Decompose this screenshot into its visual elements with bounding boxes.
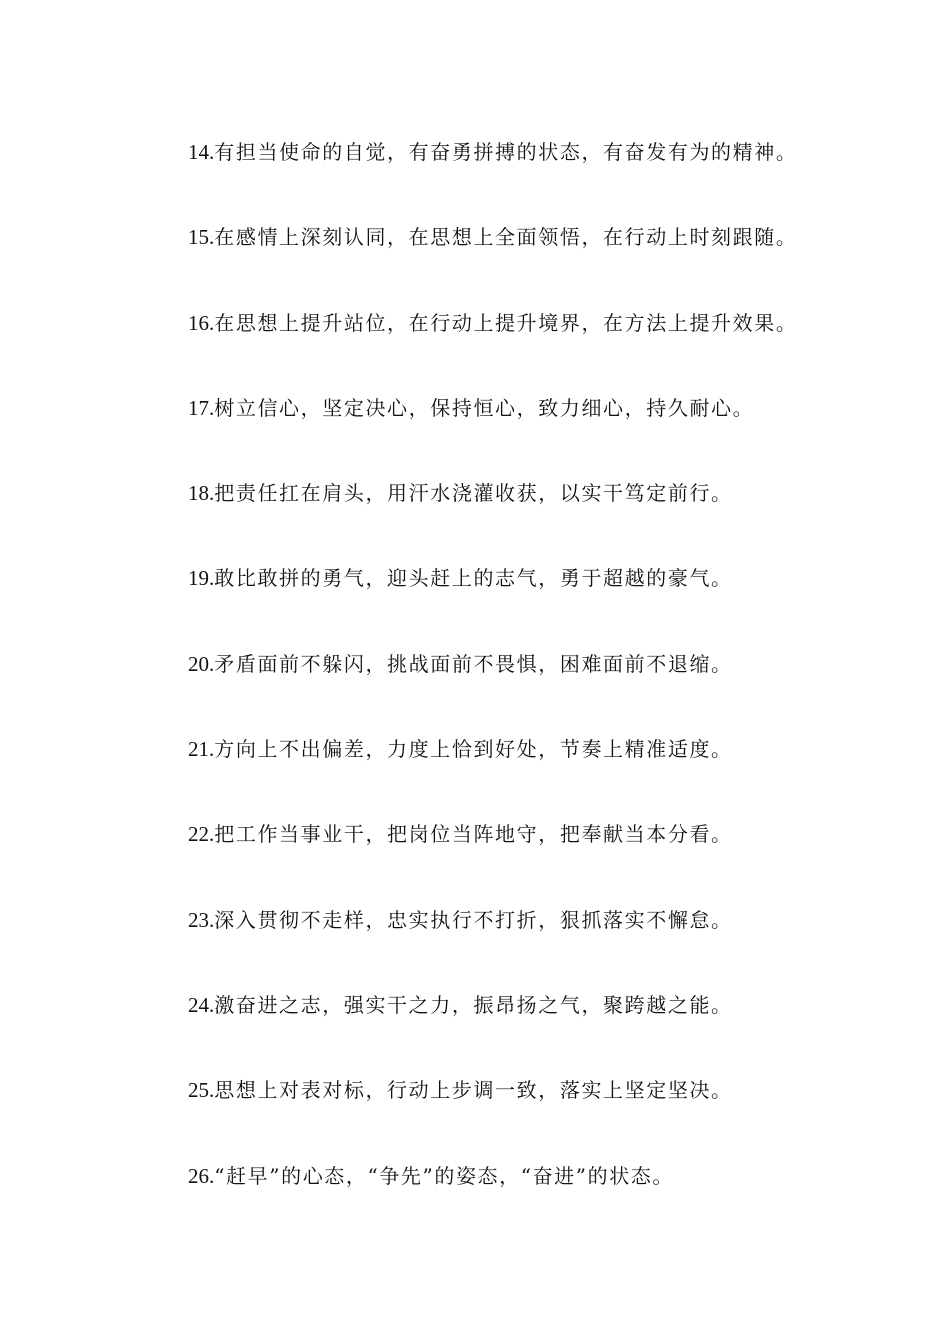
item-text: 思想上对表对标，行动上步调一致，落实上坚定坚决。 <box>214 1078 733 1103</box>
list-item <box>188 648 928 733</box>
item-text: 把工作当事业干，把岗位当阵地守，把奉献当本分看。 <box>214 822 733 847</box>
item-text: 在思想上提升站位，在行动上提升境界，在方法上提升效果。 <box>214 310 798 335</box>
item-number: 19. <box>188 566 215 591</box>
item-number: 20. <box>188 651 215 676</box>
item-text: 激奋进之志，强实干之力，振昂扬之气，聚跨越之能。 <box>214 992 733 1017</box>
list-item <box>188 1160 928 1245</box>
item-text: 有担当使命的自觉，有奋勇拼搏的状态，有奋发有为的精神。 <box>214 140 798 164</box>
item-text: 树立信心，坚定决心，保持恒心，致力细心，持久耐心。 <box>214 395 755 420</box>
numbered-list <box>188 136 928 1245</box>
item-number: 14. <box>188 140 215 164</box>
item-number: 25. <box>188 1078 215 1103</box>
list-item <box>188 989 928 1074</box>
list-item <box>188 307 928 392</box>
item-number: 16. <box>188 310 215 335</box>
item-text: 深入贯彻不走样，忠实执行不打折，狠抓落实不懈怠。 <box>214 907 733 932</box>
list-item <box>188 904 928 989</box>
item-text: “赶早”的心态，“争先”的姿态，“奋进”的状态。 <box>214 1163 674 1188</box>
list-item <box>188 562 928 647</box>
item-text: 敢比敢拼的勇气，迎头赶上的志气，勇于超越的豪气。 <box>214 566 733 591</box>
list-item <box>188 818 928 903</box>
item-number: 26. <box>188 1163 215 1188</box>
item-number: 21. <box>188 737 215 762</box>
item-number: 23. <box>188 907 215 932</box>
list-item <box>188 477 928 562</box>
list-item <box>188 221 928 306</box>
item-text: 方向上不出偏差，力度上恰到好处，节奏上精准适度。 <box>214 737 733 762</box>
list-item <box>188 392 928 477</box>
item-number: 17. <box>188 395 215 420</box>
list-item <box>188 1074 928 1159</box>
item-text: 矛盾面前不躲闪，挑战面前不畏惧，困难面前不退缩。 <box>214 651 733 676</box>
item-number: 18. <box>188 481 215 506</box>
item-text: 把责任扛在肩头，用汗水浇灌收获，以实干笃定前行。 <box>214 481 733 506</box>
list-item <box>188 136 928 221</box>
item-text: 在感情上深刻认同，在思想上全面领悟，在行动上时刻跟随。 <box>214 225 798 250</box>
item-number: 15. <box>188 225 215 250</box>
item-number: 24. <box>188 992 215 1017</box>
item-number: 22. <box>188 822 215 847</box>
list-item <box>188 733 928 818</box>
